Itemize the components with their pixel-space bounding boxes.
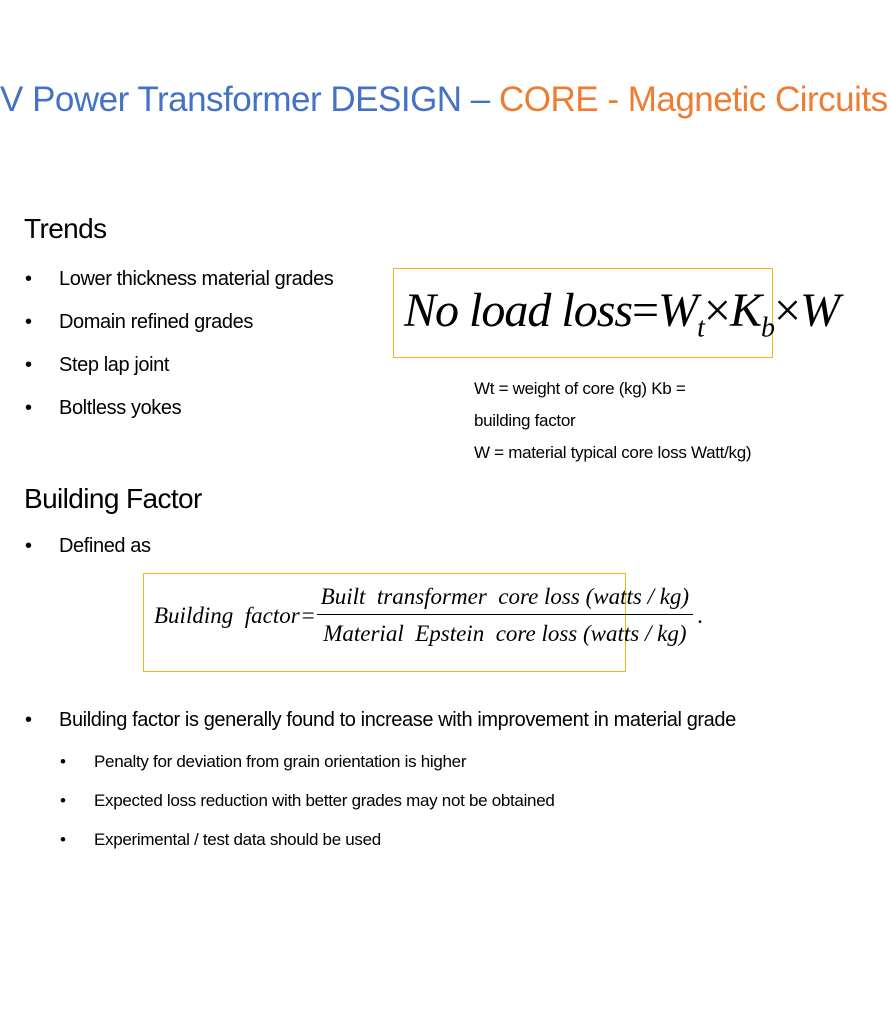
no-load-loss-formula-box: [393, 268, 840, 358]
legend-line-2: W = material typical core loss Watt/kg): [474, 443, 752, 462]
slide-title: [0, 80, 888, 120]
defined-as-list: [59, 535, 151, 558]
bf-equals: =: [301, 602, 315, 628]
title-part-blue: V Power Transformer DESIGN –: [0, 80, 499, 119]
trends-list: [59, 268, 333, 440]
no-load-loss-formula: [404, 283, 839, 345]
main-point-list: [59, 709, 736, 732]
formula-lhs: No load loss: [404, 284, 633, 337]
sub-points-list: [94, 752, 555, 869]
bf-numerator: Built transformer core loss (watts / kg): [317, 584, 693, 615]
formula-w: W: [658, 284, 698, 337]
formula-k-sub: b: [760, 312, 774, 344]
trends-item: • Domain refined grades: [59, 311, 333, 354]
bf-period: .: [697, 602, 703, 628]
bf-lhs: Building factor: [154, 602, 300, 628]
sub-point-item: • Penalty for deviation from grain orientation is higher: [94, 752, 555, 791]
trends-item: • Lower thickness material grades: [59, 268, 333, 311]
trends-item: • Boltless yokes: [59, 397, 333, 440]
building-factor-formula-box: [143, 573, 703, 672]
building-factor-formula: [154, 584, 703, 647]
title-part-orange: CORE - Magnetic Circuits: [498, 80, 888, 119]
bf-fraction: [317, 584, 693, 647]
formula-w-sub: t: [697, 312, 704, 344]
formula-equals: =: [632, 284, 659, 337]
legend-line-1: Wt = weight of core (kg) Kb = building factor: [474, 379, 686, 430]
formula-k: K: [729, 284, 761, 337]
trends-item: • Step lap joint: [59, 354, 333, 397]
sub-point-item: • Expected loss reduction with better grades may not be obtained: [94, 791, 555, 830]
defined-as-item: • Defined as: [59, 535, 151, 558]
formula-times: ×: [703, 284, 730, 337]
sub-point-item: • Experimental / test data should be used: [94, 830, 555, 869]
trends-heading: Trends: [24, 213, 107, 244]
bf-denominator: Material Epstein core loss (watts / kg): [323, 621, 687, 646]
formula-times-2: ×: [773, 284, 801, 337]
main-point-item: • Building factor is generally found to increase with improvement in material grade: [59, 709, 736, 732]
formula-legend: [474, 373, 752, 469]
formula-last-w: W: [800, 284, 840, 337]
building-factor-heading: Building Factor: [24, 483, 202, 514]
